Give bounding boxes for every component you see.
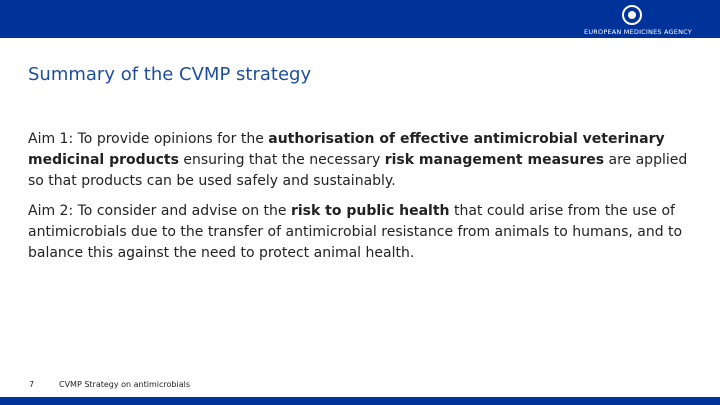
aim-1-text: are applied so that products can be used safely and sustainably. xyxy=(28,152,688,189)
ema-emblem-icon xyxy=(622,5,642,25)
aim-1-bold-risk-management: risk management measures xyxy=(384,152,605,168)
aim-2-text: Aim 2: To consider and advise on the xyxy=(28,203,291,219)
aim-2-paragraph xyxy=(28,201,688,264)
aim-1-text: Aim 1: To provide opinions for the xyxy=(28,131,269,147)
footer-text: CVMP Strategy on antimicrobials xyxy=(59,380,191,389)
footer-bar xyxy=(0,397,720,405)
aim-1-text: ensuring that the necessary xyxy=(178,152,385,168)
aim-1-bold-authorisation: authorisation of effective antimicrobial veterinary medicinal products xyxy=(28,131,665,168)
ema-logo xyxy=(578,5,698,37)
aim-2-bold-public-health: risk to public health xyxy=(290,203,450,219)
slide-title: Summary of the CVMP strategy xyxy=(28,64,312,85)
page-number: 7 xyxy=(29,380,35,389)
aim-2-text: that could arise from the use of antimicrobials due to the transfer of antimicrobial resistance from animals to humans, and to balance this against the need to protect animal health. xyxy=(28,203,683,261)
logo-text: EUROPEAN MEDICINES AGENCY xyxy=(584,28,692,36)
header-bar xyxy=(0,0,720,38)
aim-1-paragraph xyxy=(28,129,688,192)
